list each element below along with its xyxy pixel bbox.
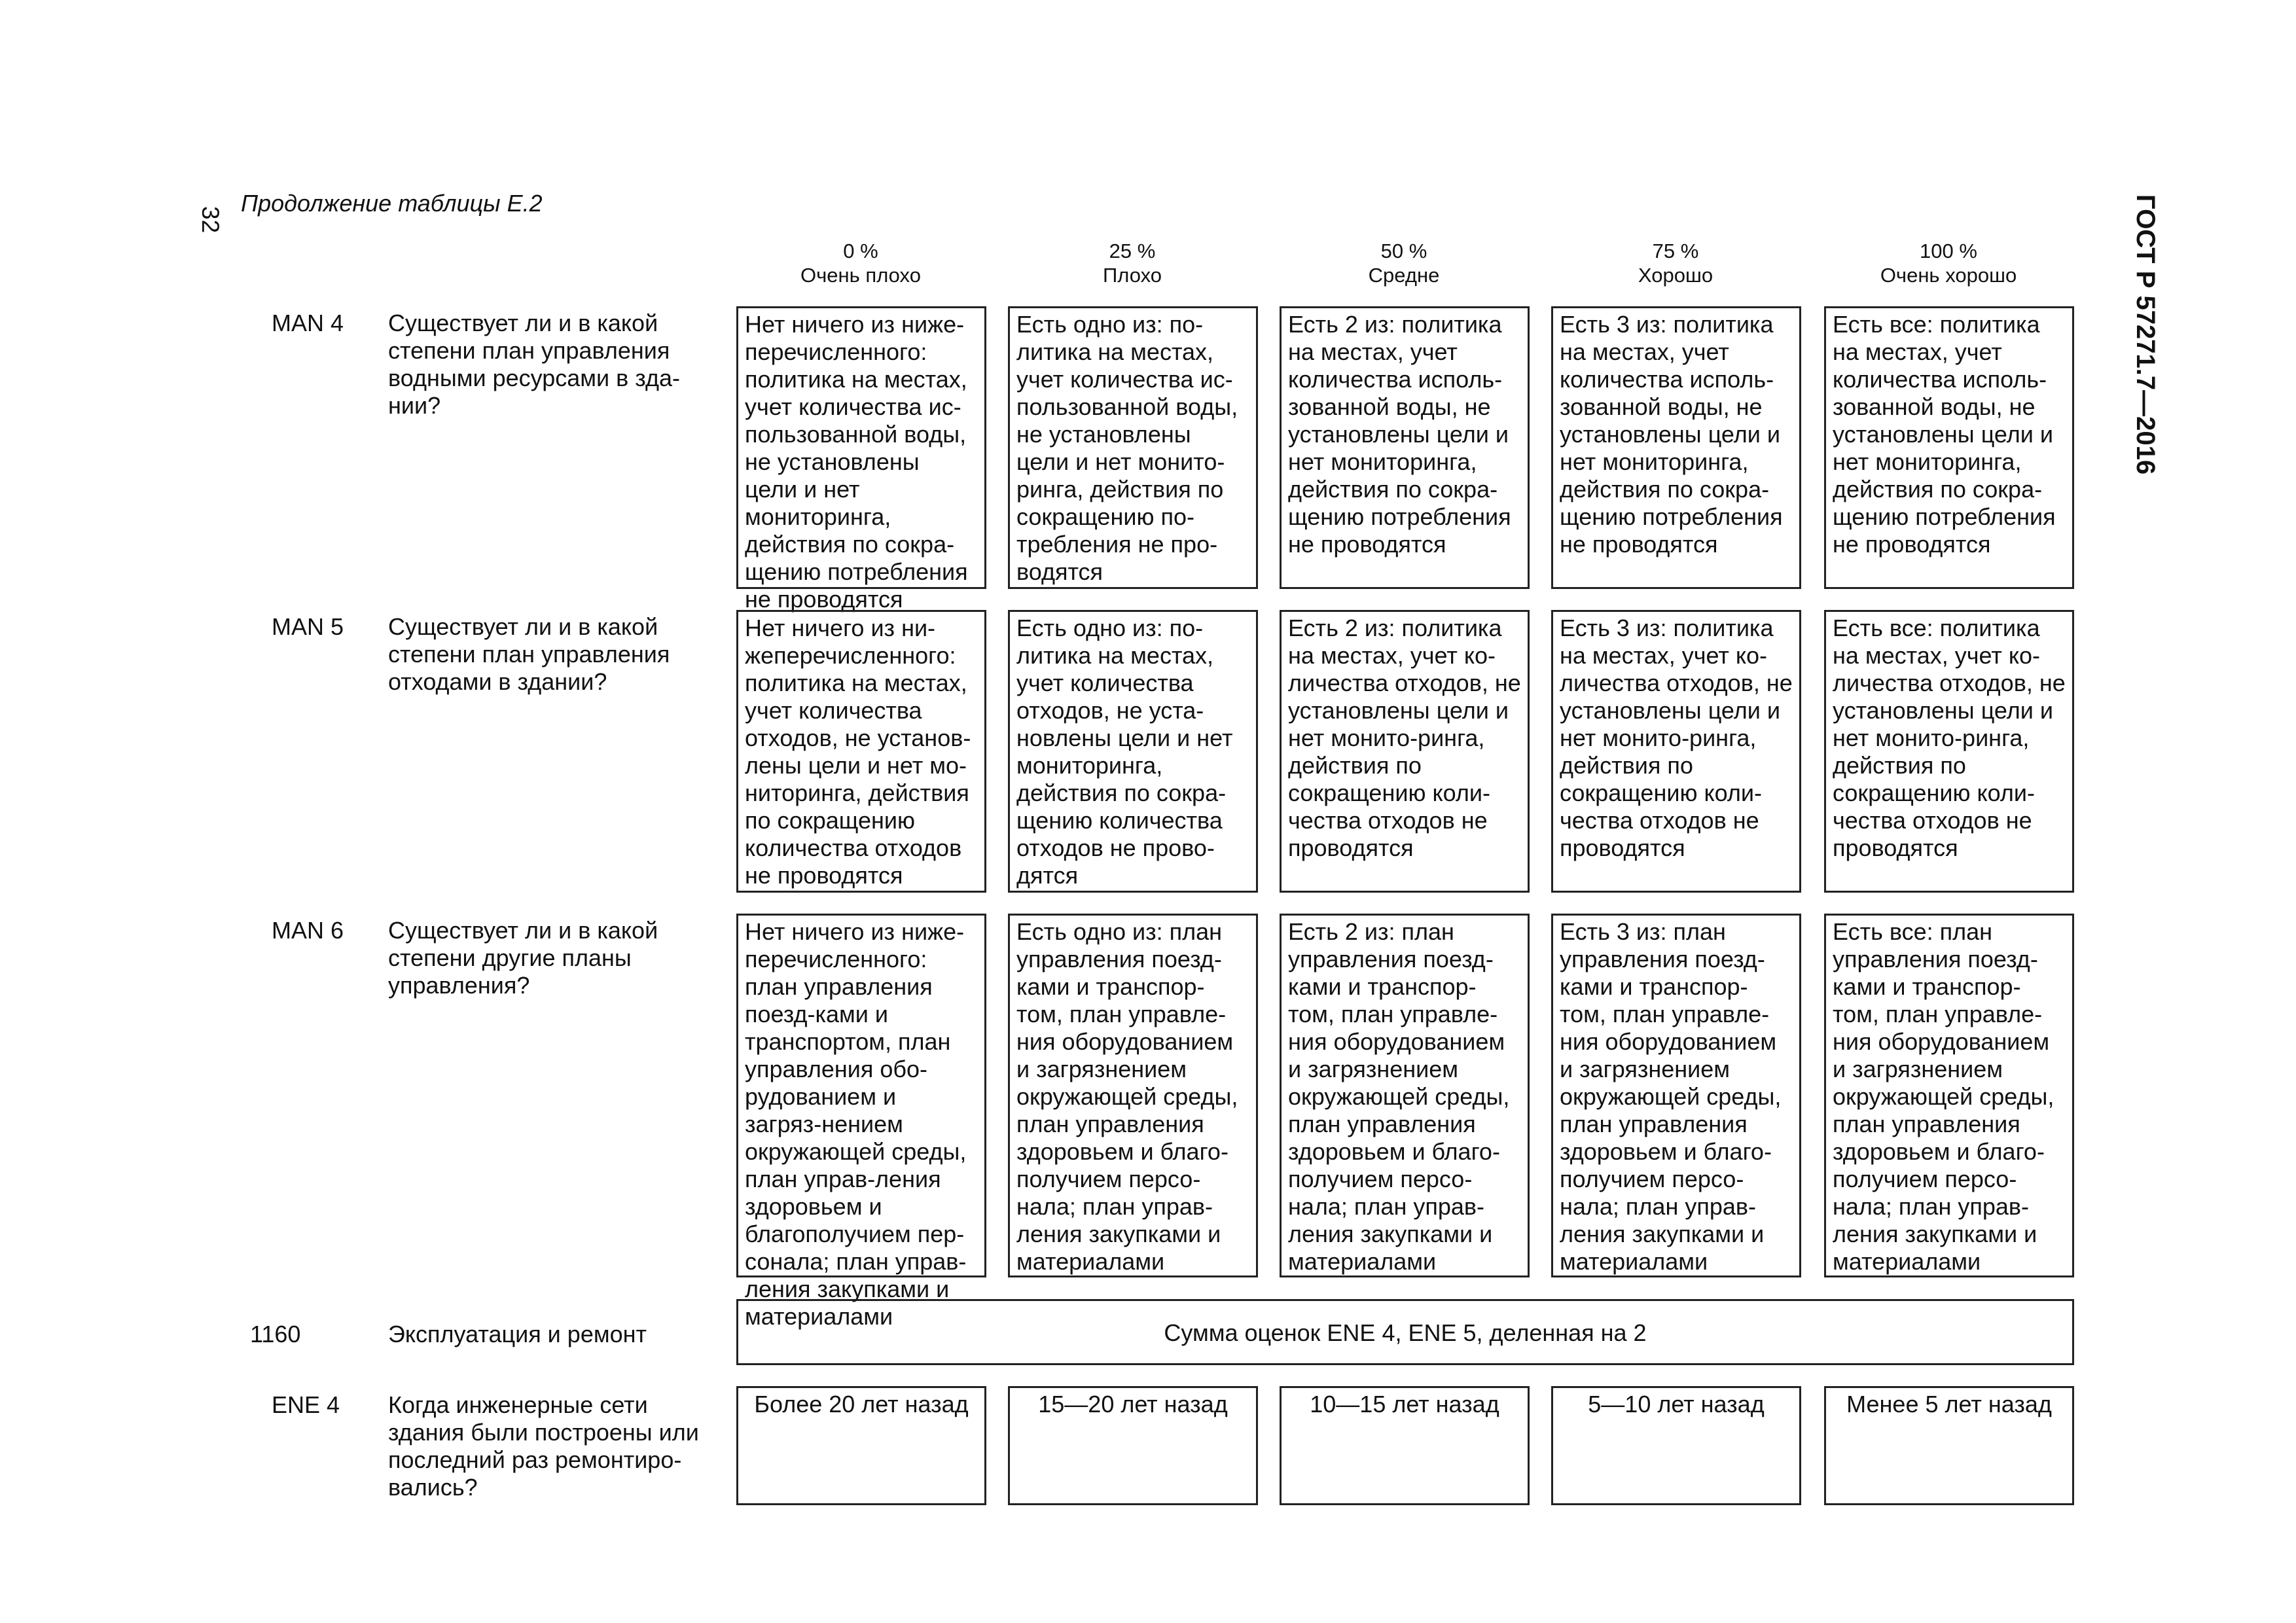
table-continuation-title: Продолжение таблицы Е.2: [241, 190, 543, 217]
standard-designation: ГОСТ Р 57271.7—2016: [2131, 194, 2160, 475]
score-cell: Есть все: политика на местах, учет ко-личества отходов, не установлены цели и нет монито-ринга, действия по сокращению коли-чества отходов не проводятся: [1824, 610, 2074, 893]
criterion-question: Существует ли и в какой степени план управления отходами в здании?: [388, 613, 670, 695]
column-header-label: Плохо: [1102, 264, 1162, 287]
score-cell: Есть 2 из: политика на местах, учет ко-личества отходов, не установлены цели и нет монито-ринга, действия по сокращению коли-чества отходов не проводятся: [1280, 610, 1530, 893]
score-cell: Более 20 лет назад: [736, 1386, 986, 1505]
criterion-code: ENE 4: [272, 1391, 340, 1418]
column-header-pct: 50 %: [1380, 240, 1427, 262]
column-header-pct: 100 %: [1920, 240, 1977, 262]
score-cell: Менее 5 лет назад: [1824, 1386, 2074, 1505]
column-header-0: [736, 239, 985, 287]
score-cell: 5—10 лет назад: [1551, 1386, 1801, 1505]
column-header-label: Очень хорошо: [1880, 264, 2017, 287]
score-cell: Есть одно из: план управления поезд-ками и транспор-том, план управле-ния оборудованием и загрязнением окружающей среды, план управления здоровьем и благо-получием персо-нала; план управ-ления закупками и материалами: [1008, 914, 1258, 1277]
score-cell: 10—15 лет назад: [1280, 1386, 1530, 1505]
criterion-question: Существует ли и в какой степени план управления водными ресурсами в зда-нии?: [388, 310, 680, 419]
score-cell: 15—20 лет назад: [1008, 1386, 1258, 1505]
section-title: Эксплуатация и ремонт: [388, 1321, 647, 1347]
column-header-label: Хорошо: [1638, 264, 1713, 287]
score-cell: Есть 2 из: политика на местах, учет количества исполь-зованной воды, не установлены цели и нет мониторинга, действия по сокра-щению потребления не проводятся: [1280, 306, 1530, 589]
score-cell: Нет ничего из ниже-перечисленного: план управления поезд-ками и транспортом, план управления обо-рудованием и загряз-нением окружающей среды, план управ-ления здоровьем и благополучием пер-сонала; план управ-ления закупками и материалами: [736, 914, 986, 1277]
column-header-pct: 0 %: [843, 240, 878, 262]
page-number: 32: [197, 206, 224, 234]
criterion-code: MAN 4: [272, 310, 344, 336]
score-cell: Есть 3 из: политика на местах, учет ко-личества отходов, не установлены цели и нет монито-ринга, действия по сокращению коли-чества отходов не проводятся: [1551, 610, 1801, 893]
criterion-question: Когда инженерные сети здания были построены или последний раз ремонтиро-вались?: [388, 1391, 699, 1501]
score-cell: Есть одно из: по-литика на местах, учет количества ис-пользованной воды, не установлены цели и нет монито-ринга, действия по сокращению по-требления не про-водятся: [1008, 306, 1258, 589]
score-cell: Есть все: план управления поезд-ками и транспор-том, план управле-ния оборудованием и загрязнением окружающей среды, план управления здоровьем и благо-получием персо-нала; план управ-ления закупками и материалами: [1824, 914, 2074, 1277]
score-cell: Есть все: политика на местах, учет количества исполь-зованной воды, не установлены цели и нет мониторинга, действия по сокра-щению потребления не проводятся: [1824, 306, 2074, 589]
column-header-1: [1008, 239, 1257, 287]
score-cell: Нет ничего из ниже-перечисленного: политика на местах, учет количества ис-пользованной воды, не установлены цели и нет мониторинга, действия по сокра-щению потребления не проводятся: [736, 306, 986, 589]
column-header-label: Очень плохо: [800, 264, 921, 287]
score-cell: Есть 3 из: политика на местах, учет количества исполь-зованной воды, не установлены цели и нет мониторинга, действия по сокра-щению потребления не проводятся: [1551, 306, 1801, 589]
column-header-4: [1824, 239, 2073, 287]
score-cell: Есть 2 из: план управления поезд-ками и транспор-том, план управле-ния оборудованием и загрязнением окружающей среды, план управления здоровьем и благо-получием персо-нала; план управ-ления закупками и материалами: [1280, 914, 1530, 1277]
section-summary-cell: Сумма оценок ENE 4, ENE 5, деленная на 2: [736, 1299, 2074, 1365]
criterion-question: Существует ли и в какой степени другие планы управления?: [388, 917, 658, 999]
score-cell: Есть 3 из: план управления поезд-ками и транспор-том, план управле-ния оборудованием и загрязнением окружающей среды, план управления здоровьем и благо-получием персо-нала; план управ-ления закупками и материалами: [1551, 914, 1801, 1277]
column-header-pct: 75 %: [1652, 240, 1699, 262]
criterion-code: MAN 6: [272, 917, 344, 944]
section-code: 1160: [250, 1321, 301, 1347]
score-cell: Есть одно из: по-литика на местах, учет количества отходов, не уста-новлены цели и нет мониторинга, действия по сокра-щению количества отходов не прово-дятся: [1008, 610, 1258, 893]
column-header-2: [1280, 239, 1528, 287]
column-header-pct: 25 %: [1109, 240, 1156, 262]
criterion-code: MAN 5: [272, 613, 344, 640]
score-cell: Нет ничего из ни-жеперечисленного: политика на местах, учет количества отходов, не установ-лены цели и нет мо-ниторинга, действия по сокращению количества отходов не проводятся: [736, 610, 986, 893]
column-header-3: [1551, 239, 1800, 287]
column-header-label: Средне: [1368, 264, 1440, 287]
